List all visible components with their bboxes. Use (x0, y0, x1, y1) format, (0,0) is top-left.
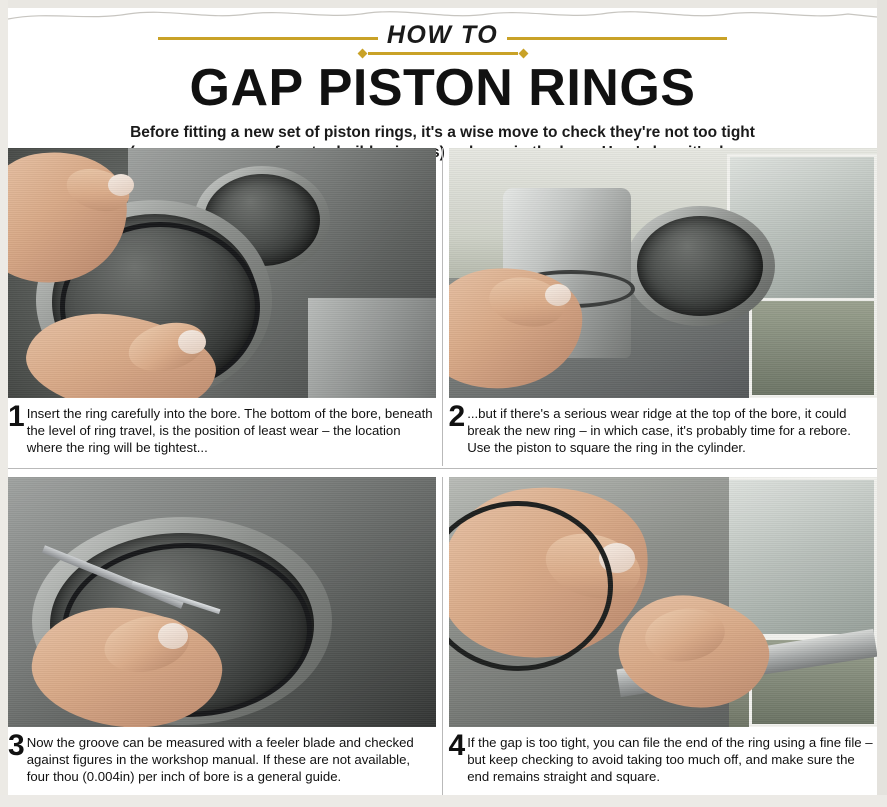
column-divider-1 (442, 148, 443, 466)
step-4-text: If the gap is too tight, you can file the end of the ring using a fine file – but keep checking to avoid taking too much off, and make sure the end remains straight and square. (467, 735, 873, 785)
scan-edge-bottom (0, 795, 887, 807)
kicker-underline (368, 52, 518, 55)
step-4-number: 4 (448, 729, 466, 762)
step-4 (443, 477, 878, 793)
steps-row-2 (8, 477, 877, 793)
step-2-text: ...but if there's a serious wear ridge at the top of the bore, it could break the new ring – in which case, it's probably time for a rebore. Use the piston to square the ring in the cylinder. (467, 406, 851, 456)
step-1-photo (8, 148, 436, 398)
kicker-text: HOW TO (386, 21, 499, 49)
scan-edge-right (877, 0, 887, 807)
step-3-photo (8, 477, 436, 727)
step-3 (8, 477, 443, 793)
kicker-rule-left (158, 37, 378, 40)
step-2-number: 2 (448, 400, 466, 433)
scan-edge-left (0, 0, 8, 807)
page-title: GAP PISTON RINGS (189, 59, 696, 117)
step-1-caption (8, 398, 437, 464)
step-3-caption (8, 727, 437, 793)
step-1-text: Insert the ring carefully into the bore. The bottom of the bore, beneath the level of ring travel, is the position of least wear – the location where the ring will be tightest... (26, 406, 433, 456)
steps-grid (8, 148, 877, 793)
step-2-caption (449, 398, 878, 464)
step-4-photo (449, 477, 877, 727)
article-content (8, 8, 877, 795)
standfirst-line-1: Before fitting a new set of piston rings, it's a wise move to check they're not too tight (130, 124, 755, 142)
step-2-photo (449, 148, 877, 398)
step-1 (8, 148, 443, 464)
step-3-text: Now the groove can be measured with a feeler blade and checked against figures in the workshop manual. If these are not available, four thou (0.004in) per inch of bore is a general guide. (26, 735, 414, 785)
kicker-rule-right (507, 37, 727, 40)
steps-row-1 (8, 148, 877, 464)
step-4-caption (449, 727, 878, 793)
step-1-number: 1 (8, 400, 25, 433)
article-header (8, 20, 877, 164)
step-3-number: 3 (8, 729, 25, 762)
kicker-row (8, 20, 877, 50)
column-divider-2 (442, 477, 443, 795)
row-divider (8, 468, 877, 469)
step-2 (443, 148, 878, 464)
